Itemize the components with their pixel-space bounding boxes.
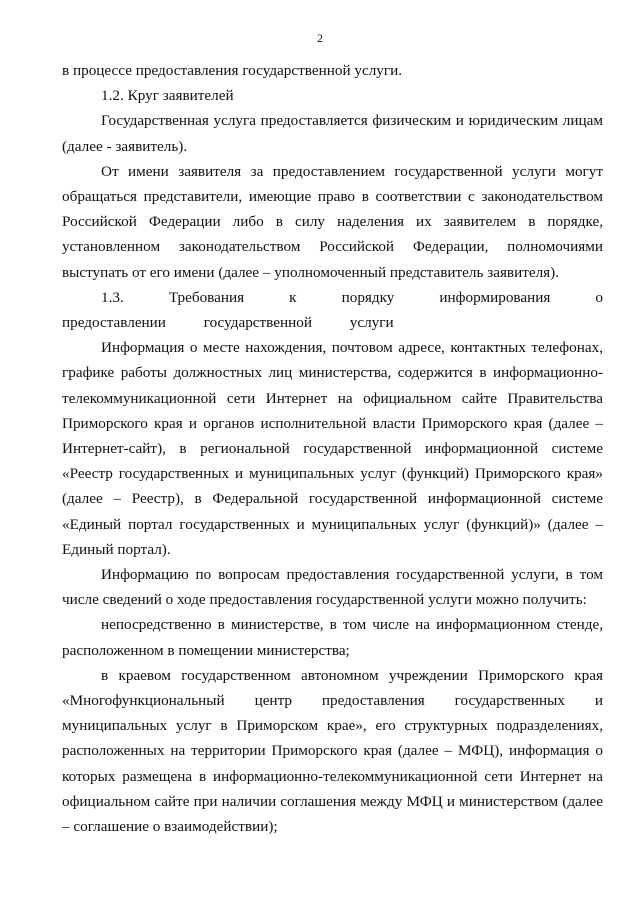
paragraph-continuation: в процессе предоставления государственной услуги. <box>62 62 403 79</box>
paragraph-applicants: Государственная услуга предоставляется физическим и юридическим лицам (далее - заявитель). <box>62 112 603 155</box>
paragraph-ministry-stand: непосредственно в министерстве, в том числе на информационном стенде, расположенном в помещении министерства; <box>62 616 603 659</box>
paragraph-representatives: От имени заявителя за предоставлением государственной услуги могут обращаться представители, имеющие право в соответствии с законодательством Российской Федерации либо в силу наделения их заявителем в порядке, установленном законодательством Российской Федерации, полномочиями выступать от его имени (далее – уполномоченный представитель заявителя). <box>62 162 603 281</box>
paragraph-information-sources: Информация о месте нахождения, почтовом адресе, контактных телефонах, графике работы должностных лиц министерства, содержится в информационно-телекоммуникационной сети Интернет на официальном сайте Правительства Приморского края и органов исполнительной власти Приморского края (далее – Интернет-сайт), в региональной государственной информационной системе «Реестр государственных и муниципальных услуг (функций) Приморского края» (далее – Реестр), в Федеральной государственной информационной системе «Единый портал государственных и муниципальных услуг (функций)» (далее – Единый портал). <box>62 339 603 558</box>
section-heading-1-3: 1.3. Требования к порядку информирования о предоставлении государственной услуги <box>62 288 603 332</box>
page-number: 2 <box>317 31 323 45</box>
document-body <box>62 58 603 839</box>
paragraph-mfc: в краевом государственном автономном учреждении Приморского края «Многофункциональный центр предоставления государственных и муниципальных услуг в Приморском крае», его структурных подразделениях, расположенных на территории Приморского края (далее – МФЦ), информация о которых размещена в информационно-телекоммуникационной сети Интернет на официальном сайте при наличии соглашения между МФЦ и министерством (далее – соглашение о взаимодействии); <box>62 666 603 836</box>
paragraph-how-to-get-info: Информацию по вопросам предоставления государственной услуги, в том числе сведений о ходе предоставления государственной услуги можно получить: <box>62 566 603 609</box>
section-heading-1-2: 1.2. Круг заявителей <box>101 87 234 105</box>
